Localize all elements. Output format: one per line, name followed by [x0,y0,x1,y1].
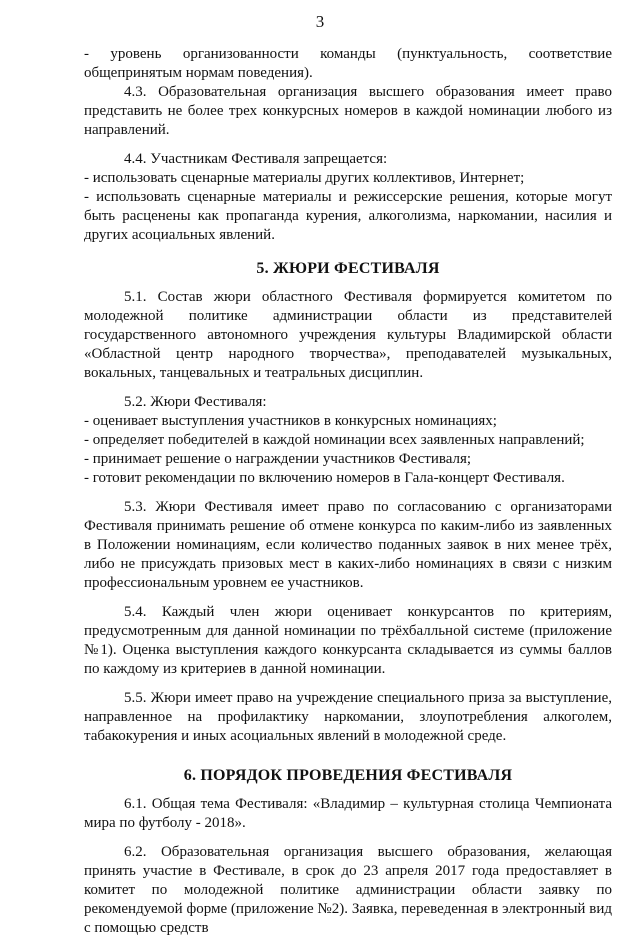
section-6-heading: 6. ПОРЯДОК ПРОВЕДЕНИЯ ФЕСТИВАЛЯ [183,767,513,784]
paragraph-6-1: 6.1. Общая тема Фестиваля: «Владимир – культурная столица Чемпионата мира по футболу - 2018». [84,796,612,831]
paragraph-organization-level: - уровень организованности команды (пунктуальность, соответствие общепринятым нормам поведения). [84,46,612,81]
paragraph-5-4: 5.4. Каждый член жюри оценивает конкурсантов по критериям, предусмотренным для данной номинации по трёхбалльной системе (приложение №1). Оценка выступления каждого конкурсанта складывается из суммы баллов по каждому из критериев в данной номинации. [84,604,612,677]
list-item-5-2: - принимает решение о награждении участников Фестиваля; [84,451,472,467]
paragraph-5-3: 5.3. Жюри Фестиваля имеет право по согласованию с организаторами Фестиваля принимать решение об отмене конкурса по каким-либо из заявленных в Положении номинациям, если количество поданных заявок в них менее трёх, либо не присуждать призовых мест в каких-либо номинациях в связи с низким профессиональным уровнем ее участников. [84,499,612,591]
document-body [84,45,612,938]
paragraph-5-1: 5.1. Состав жюри областного Фестиваля формируется комитетом по молодежной политике администрации области из представителей государственного автономного учреждения культуры Владимирской области «Областной центр народного творчества», преподавателей музыкальных, вокальных, танцевальных и театральных дисциплин. [84,289,612,381]
paragraph-4-4: 4.4. Участникам Фестиваля запрещается: [124,151,388,167]
paragraph-6-2: 6.2. Образовательная организация высшего образования, желающая принять участие в Фестивале, в срок до 23 апреля 2017 года предоставляет в комитет по молодежной политике администрации области заявку по рекомендуемой форме (приложение №2). Заявка, переведенная в электронный вид с помощью средств [84,844,612,936]
section-5-heading: 5. ЖЮРИ ФЕСТИВАЛЯ [256,260,440,277]
list-item-5-2: - оценивает выступления участников в конкурсных номинациях; [84,413,497,429]
list-item-5-2: - определяет победителей в каждой номинации всех заявленных направлений; [84,432,585,448]
list-item-4-4: - использовать сценарные материалы и режиссерские решения, которые могут быть расценены как пропаганда курения, алкоголизма, наркомании, насилия и других асоциальных явлений. [84,189,612,243]
list-item-4-4: - использовать сценарные материалы других коллективов, Интернет; [84,170,525,186]
page-number: 3 [315,12,325,31]
paragraph-5-2: 5.2. Жюри Фестиваля: [124,394,267,410]
paragraph-5-5: 5.5. Жюри имеет право на учреждение специального приза за выступление, направленное на профилактику наркомании, злоупотребления алкоголем, табакокурения и иных асоциальных явлений в молодежной среде. [84,690,612,744]
list-item-5-2: - готовит рекомендации по включению номеров в Гала-концерт Фестиваля. [84,470,565,486]
paragraph-4-3: 4.3. Образовательная организация высшего образования имеет право представить не более трех конкурсных номеров в каждой номинации любого из направлений. [84,84,612,138]
